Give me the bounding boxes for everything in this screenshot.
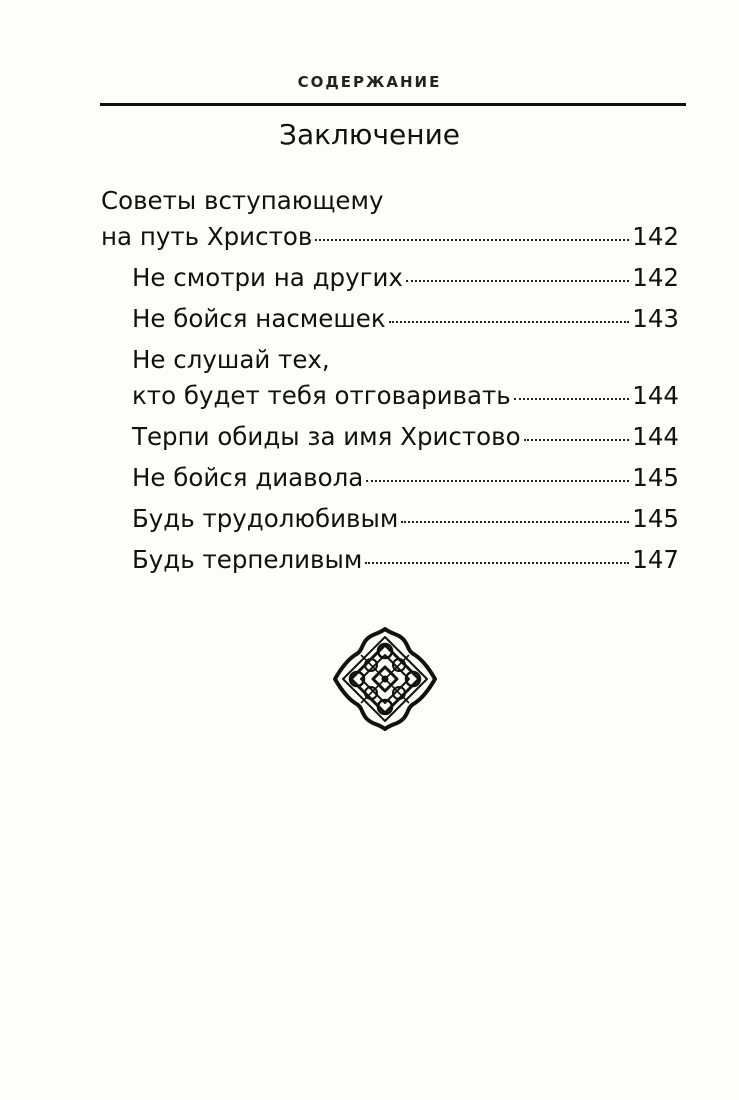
toc-entry-title: на путь Христов bbox=[101, 222, 313, 251]
toc-sub-entry[interactable] bbox=[101, 542, 679, 578]
dot-leader bbox=[524, 439, 630, 441]
toc-sub-entry[interactable] bbox=[101, 501, 679, 537]
toc-sub-entry[interactable] bbox=[101, 419, 679, 455]
toc-sub-entry[interactable] bbox=[101, 342, 679, 414]
dot-leader bbox=[366, 480, 629, 482]
toc-main-entry[interactable] bbox=[101, 183, 679, 255]
dot-leader bbox=[406, 280, 629, 282]
toc-entry-title: кто будет тебя отговаривать bbox=[132, 381, 511, 410]
section-title: Заключение bbox=[279, 118, 460, 151]
running-head: СОДЕРЖАНИЕ bbox=[297, 73, 442, 91]
toc-entry-title: Не бойся насмешек bbox=[132, 304, 386, 333]
toc-entry-title: Будь терпеливым bbox=[132, 545, 363, 574]
page-number: 147 bbox=[632, 545, 679, 574]
dot-leader bbox=[401, 521, 629, 523]
toc-entry-title: Терпи обиды за имя Христово bbox=[132, 422, 521, 451]
toc-sub-entry[interactable] bbox=[101, 460, 679, 496]
dot-leader bbox=[514, 398, 630, 400]
toc-entry-title-line1: Советы вступающему bbox=[101, 186, 384, 215]
toc-entry-title: Не смотри на других bbox=[132, 263, 403, 292]
celtic-knot-ornament-icon bbox=[331, 625, 439, 733]
table-of-contents bbox=[101, 183, 679, 583]
page-number: 144 bbox=[632, 381, 679, 410]
dot-leader bbox=[389, 321, 630, 323]
page-number: 142 bbox=[632, 263, 679, 292]
toc-sub-entry[interactable] bbox=[101, 260, 679, 296]
toc-sub-entry[interactable] bbox=[101, 301, 679, 337]
page-number: 144 bbox=[632, 422, 679, 451]
toc-entry-title: Не бойся диавола bbox=[132, 463, 364, 492]
page-number: 142 bbox=[632, 222, 679, 251]
toc-entry-title: Будь трудолюбивым bbox=[132, 504, 399, 533]
header-rule bbox=[100, 103, 686, 106]
page-number: 143 bbox=[632, 304, 679, 333]
toc-entry-title-line1: Не слушай тех, bbox=[132, 345, 330, 374]
dot-leader bbox=[315, 239, 629, 241]
dot-leader bbox=[365, 562, 629, 564]
page-number: 145 bbox=[632, 504, 679, 533]
page-number: 145 bbox=[632, 463, 679, 492]
